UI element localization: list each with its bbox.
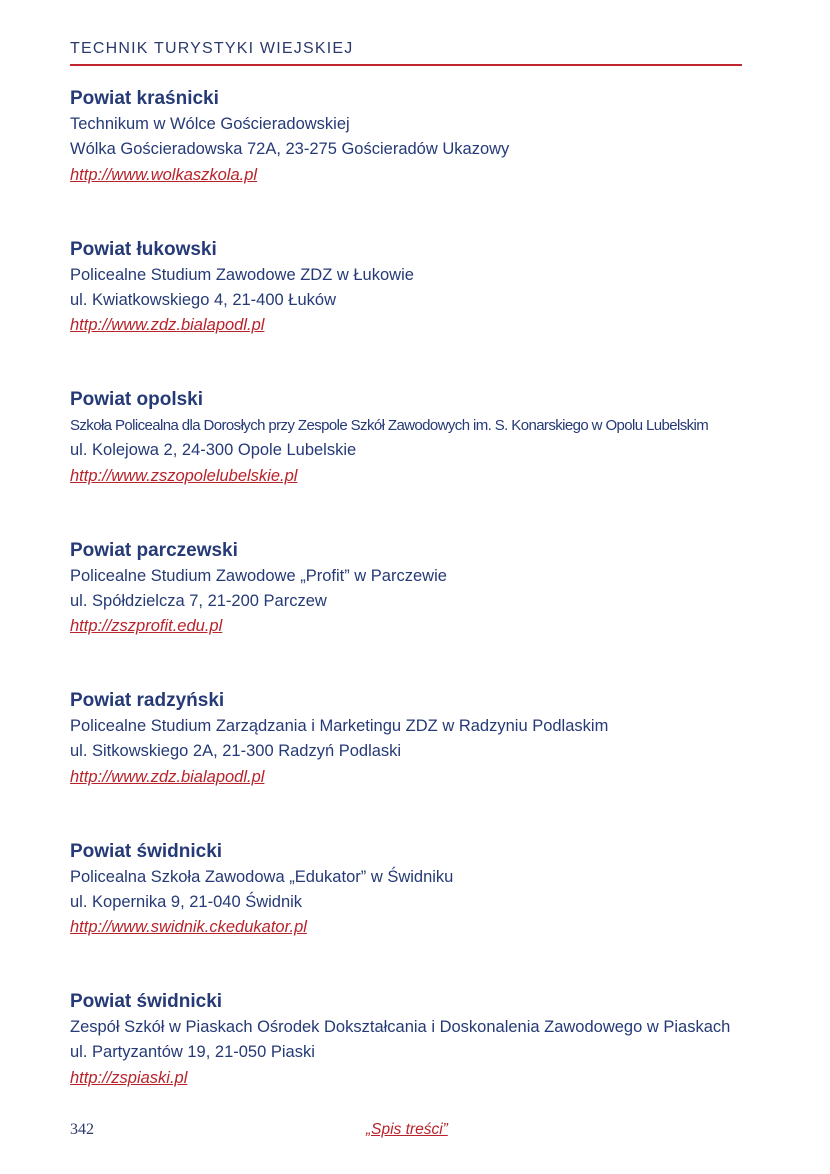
county-heading: Powiat radzyński (70, 690, 225, 711)
school-website-link[interactable]: http://zszprofit.edu.pl (70, 617, 223, 636)
school-name: Technikum w Wólce Gościeradowskiej (70, 115, 350, 133)
list-item (70, 538, 750, 689)
county-heading: Powiat opolski (70, 389, 204, 410)
school-website-link[interactable]: http://zspiaski.pl (70, 1068, 188, 1087)
list-item (70, 688, 750, 839)
school-address: ul. Kopernika 9, 21-040 Świdnik (70, 892, 303, 911)
list-item (70, 839, 750, 990)
school-list (70, 86, 750, 1140)
school-name: Zespół Szkół w Piaskach Ośrodek Dokształcania i Doskonalenia Zawodowego w Piaskach (70, 1018, 731, 1036)
school-name: Policealne Studium Zawodowe „Profit” w Parczewie (70, 566, 447, 585)
county-heading: Powiat łukowski (70, 238, 217, 260)
school-name: Szkoła Policealna dla Dorosłych przy Zespole Szkół Zawodowych im. S. Konarskiego w Opolu Lubelskim (70, 417, 709, 434)
school-address: Wólka Gościeradowska 72A, 23-275 Gościeradów Ukazowy (70, 140, 510, 159)
page-footer (70, 1118, 750, 1142)
school-website-link[interactable]: http://www.zdz.bialapodl.pl (70, 316, 265, 335)
school-website-link[interactable]: http://www.swidnik.ckedukator.pl (70, 918, 307, 937)
school-address: ul. Spółdzielcza 7, 21-200 Parczew (70, 591, 327, 610)
county-heading: Powiat parczewski (70, 539, 238, 561)
school-address: ul. Partyzantów 19, 21-050 Piaski (70, 1043, 315, 1062)
list-item (70, 989, 750, 1140)
school-address: ul. Kwiatkowskiego 4, 21-400 Łuków (70, 290, 336, 309)
table-of-contents-link[interactable]: „Spis treści” (366, 1121, 448, 1138)
list-item (70, 86, 750, 237)
school-name: Policealna Szkoła Zawodowa „Edukator” w Świdniku (70, 867, 454, 886)
school-name: Policealne Studium Zawodowe ZDZ w Łukowie (70, 265, 414, 284)
school-address: ul. Sitkowskiego 2A, 21-300 Radzyń Podlaski (70, 742, 402, 761)
page-header (70, 38, 742, 66)
school-address: ul. Kolejowa 2, 24-300 Opole Lubelskie (70, 441, 357, 460)
school-website-link[interactable]: http://www.zdz.bialapodl.pl (70, 767, 265, 786)
county-heading: Powiat świdnicki (70, 991, 223, 1012)
school-name: Policealne Studium Zarządzania i Marketingu ZDZ w Radzyniu Podlaskim (70, 717, 609, 735)
page-number: 342 (70, 1121, 94, 1138)
school-website-link[interactable]: http://www.zszopolelubelskie.pl (70, 466, 298, 485)
county-heading: Powiat świdnicki (70, 840, 223, 862)
header-divider (70, 64, 742, 66)
list-item (70, 237, 750, 388)
header-title: TECHNIK TURYSTYKI WIEJSKIEJ (70, 40, 354, 57)
county-heading: Powiat kraśnicki (70, 88, 219, 109)
list-item (70, 387, 750, 538)
school-website-link[interactable]: http://www.wolkaszkola.pl (70, 165, 258, 184)
